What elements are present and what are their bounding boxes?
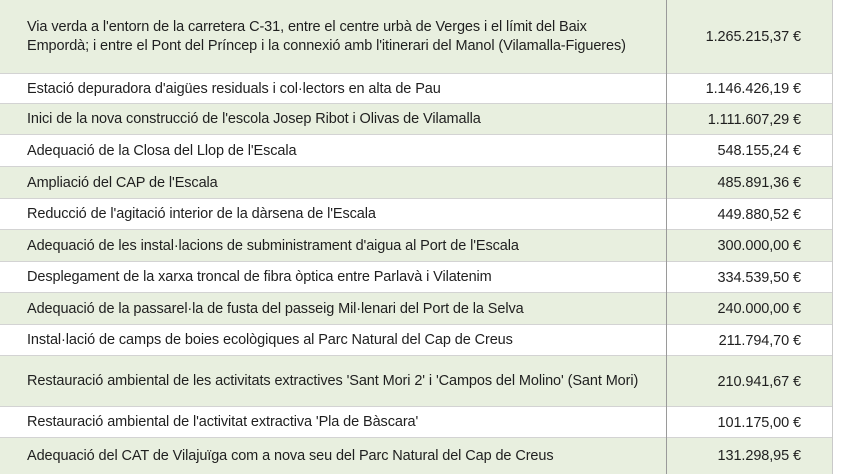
project-amount: 449.880,52 € <box>717 206 801 223</box>
project-amount: 131.298,95 € <box>717 448 801 464</box>
project-description: Restauració ambiental de les activitats extractives 'Sant Mori 2' i 'Campos del Molino' (Sant Mori) <box>27 373 639 389</box>
project-amount: 334.539,50 € <box>717 269 801 286</box>
project-description: Adequació de la passarel·la de fusta del passeig Mil·lenari del Port de la Selva <box>27 300 524 317</box>
project-amount: 1.146.426,19 € <box>705 81 801 97</box>
table-row <box>0 74 832 104</box>
column-divider <box>666 0 667 474</box>
project-description: Adequació del CAT de Vilajuïga com a nova seu del Parc Natural del Cap de Creus <box>27 447 554 464</box>
project-description: Ampliació del CAP de l'Escala <box>27 174 218 191</box>
project-amount: 1.111.607,29 € <box>707 111 801 128</box>
table-row <box>0 0 832 74</box>
project-amount: 548.155,24 € <box>717 143 801 159</box>
table-row <box>0 199 832 230</box>
table-row <box>0 356 832 407</box>
table-row <box>0 262 832 293</box>
project-description: Desplegament de la xarxa troncal de fibra òptica entre Parlavà i Vilatenim <box>27 269 492 285</box>
table-row <box>0 135 832 167</box>
project-amount: 1.265.215,37 € <box>705 29 801 45</box>
table-row <box>0 407 832 438</box>
project-description: Estació depuradora d'aigües residuals i col·lectors en alta de Pau <box>27 80 441 97</box>
project-description: Via verda a l'entorn de la carretera C-31, entre el centre urbà de Verges i el límit del Baix Empordà; i entre el Pont del Príncep i la connexió amb l'itinerari del Manol (Vilamalla-Figueres) <box>27 19 626 54</box>
project-description: Adequació de la Closa del Llop de l'Escala <box>27 142 297 159</box>
project-amount: 300.000,00 € <box>717 238 801 254</box>
table-row <box>0 325 832 356</box>
project-amount: 240.000,00 € <box>717 301 801 317</box>
project-description: Adequació de les instal·lacions de subministrament d'aigua al Port de l'Escala <box>27 237 519 254</box>
project-amount: 101.175,00 € <box>717 414 801 431</box>
table-row <box>0 104 832 135</box>
table-row <box>0 230 832 262</box>
table-row <box>0 293 832 325</box>
project-description: Instal·lació de camps de boies ecològiques al Parc Natural del Cap de Creus <box>27 332 513 348</box>
table-row <box>0 167 832 199</box>
project-amount: 211.794,70 € <box>718 332 801 349</box>
table-row <box>0 438 832 474</box>
project-amount: 485.891,36 € <box>717 175 801 191</box>
project-description: Restauració ambiental de l'activitat extractiva 'Pla de Bàscara' <box>27 414 419 430</box>
project-description: Inici de la nova construcció de l'escola Josep Ribot i Olivas de Vilamalla <box>27 111 481 127</box>
project-amount: 210.941,67 € <box>717 373 801 390</box>
project-description: Reducció de l'agitació interior de la dàrsena de l'Escala <box>27 206 376 222</box>
